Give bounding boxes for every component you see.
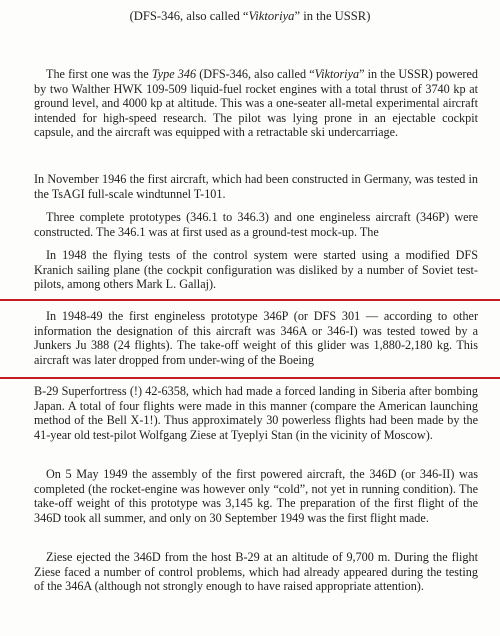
paragraph-engineless-prototype: In 1948-49 the first engineless prototype 346P (or DFS 301 — according to other information the designation of this aircraft was 346A or 346-I) was tested towed by a Junkers Ju 388 (24 flights). The take-off weight of this glider was 1,880-2,180 kg. This aircraft was later dropped from under-wing of the Boeing	[34, 309, 478, 367]
highlight-top-line	[0, 299, 500, 301]
paragraph-b29-drops: B-29 Superfortress (!) 42-6358, which had made a forced landing in Siberia after bombing Japan. A total of four flights were made in this manner (compare the American launching method of the Bell X-1!). Thus approximately 30 powerless flights had been made by the 41-year old test-pilot Wolfgang Ziese at Tyeplyi Stan (in the vicinity of Moscow).	[34, 384, 478, 442]
p1-text-c: (DFS-346, also called “	[196, 67, 315, 81]
p1-text-a: The first one was the	[46, 67, 152, 81]
paragraph-ziese-ejected: Ziese ejected the 346D from the host B-29 at an altitude of 9,700 m. During the flight Ziese faced a number of control problems, which had already appeared during the testing of the 346A (although not strongly enough to have raised appropriate attention).	[34, 550, 478, 594]
paragraph-november-1946: In November 1946 the first aircraft, which had been constructed in Germany, was tested in the TsAGI full-scale windtunnel T-101.	[34, 172, 478, 201]
caption-text-end: ” in the USSR)	[294, 9, 371, 23]
paragraph-flying-tests-1948: In 1948 the flying tests of the control system were started using a modified DFS Kranich sailing plane (the cockpit configuration was disliked by a number of Soviet test-pilots, among others Mark L. Gallaj).	[34, 248, 478, 292]
paragraph-type-346	[34, 67, 478, 140]
paragraph-prototypes: Three complete prototypes (346.1 to 346.3) and one engineless aircraft (346P) were constructed. The 346.1 was at first used as a ground-test mock-up. The	[34, 210, 478, 239]
figure-caption	[0, 8, 500, 24]
highlight-bottom-line	[0, 377, 500, 379]
caption-text-start: (DFS-346, also called “	[129, 9, 249, 23]
p1-type-name: Type 346	[151, 67, 197, 81]
caption-name: Viktoriya	[248, 9, 295, 23]
paragraph-346d-assembly: On 5 May 1949 the assembly of the first powered aircraft, the 346D (or 346-II) was completed (the rocket-engine was however only “cold”, not yet in running condition). The take-off weight of this prototype was 3,145 kg. The preparation of the first flight of the 346D took all summer, and only on 30 September 1949 was the first flight made.	[34, 467, 478, 525]
p1-text-e: ” in the USSR) powered by two Walther HWK 109-509 liquid-fuel rocket engines with a total thrust of 3740 kp at ground level, and 4000 kp at altitude. This was a one-seater all-metal experimental aircraft intended for high-speed research. The pilot was lying prone in an ejectable cockpit capsule, and the aircraft was equipped with a retractable ski undercarriage.	[34, 67, 478, 140]
p1-viktoriya: Viktoriya	[314, 67, 360, 81]
